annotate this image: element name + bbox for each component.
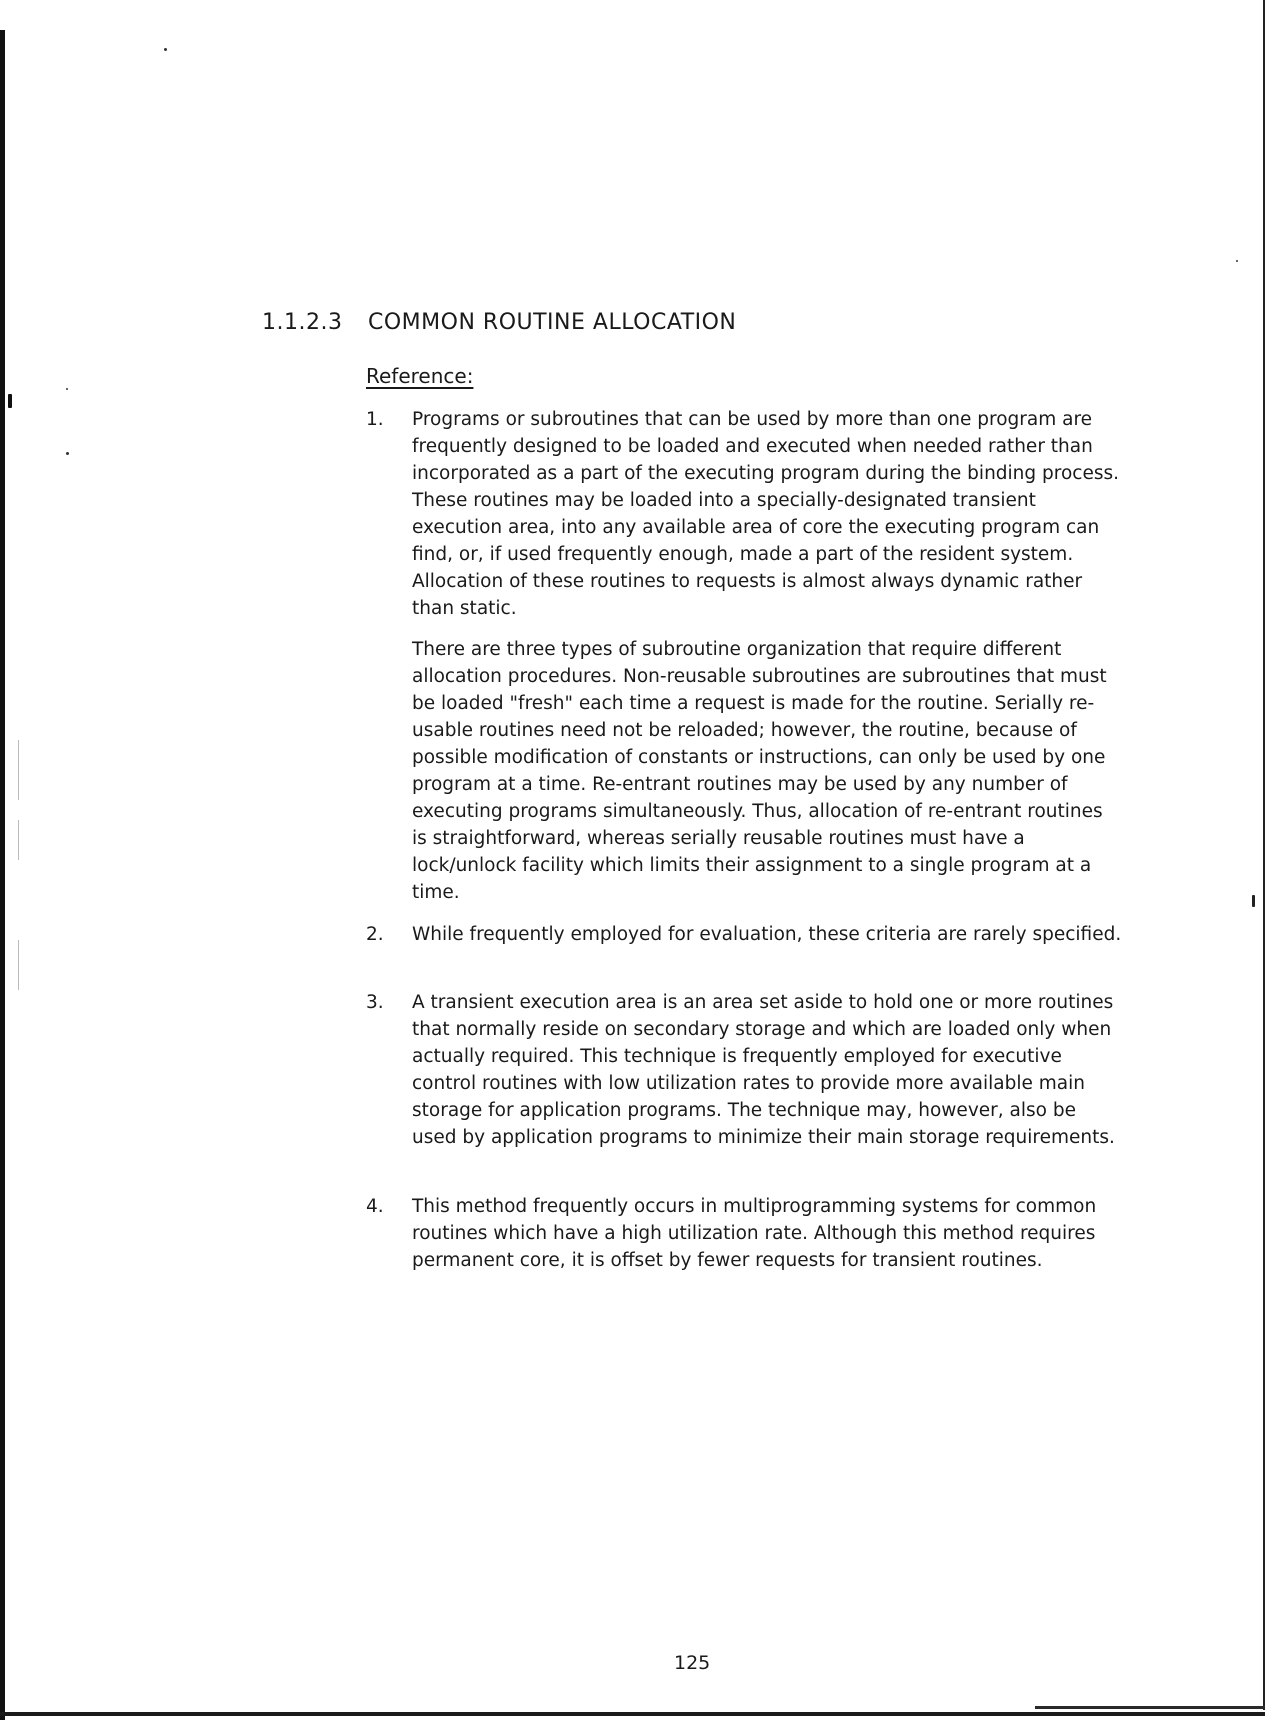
item-paragraph: While frequently employed for evaluation, these criteria are rarely specified. <box>412 924 1122 945</box>
page-number: 125 <box>674 1652 711 1674</box>
item-body <box>412 989 1122 1151</box>
scan-edge-right <box>1263 0 1265 1710</box>
reference-label: Reference: <box>366 364 474 388</box>
item-marker: 3. <box>366 992 384 1013</box>
scan-edge-bottom-shadow <box>1035 1706 1265 1709</box>
scan-margin-line <box>18 740 19 800</box>
scan-speck <box>66 452 69 455</box>
item-marker: 2. <box>366 924 384 945</box>
scan-speck <box>66 388 68 390</box>
item-body <box>412 1193 1122 1274</box>
item-marker: 1. <box>366 409 384 430</box>
section-heading <box>262 310 736 335</box>
item-paragraph: This method frequently occurs in multiprogramming systems for common routines which have a high utilization rate. Although this method requires permanent core, it is offset by fewer requests for transient routines. <box>412 1196 1097 1271</box>
item-body <box>412 921 1122 948</box>
item-paragraph: Programs or subroutines that can be used by more than one program are frequently designed to be loaded and executed when needed rather than incorporated as a part of the executing program during the binding process. These routines may be loaded into a specially-designated transient execution area, into any available area of core the executing program can find, or, if used frequently enough, made a part of the resident system. Allocation of these routines to requests is almost always dynamic rather than static. <box>412 409 1119 619</box>
item-paragraph: There are three types of subroutine organization that require different allocation procedures. Non-reusable subroutines are subroutines that must be loaded "fresh" each time a request is made for the routine. Serially re-usable routines need not be reloaded; however, the routine, because of possible modification of constants or instructions, can only be used by one program at a time. Re-entrant routines may be used by any number of executing programs simultaneously. Thus, allocation of re-entrant routines is straightforward, whereas serially reusable routines must have a lock/unlock facility which limits their assignment to a single program at a time. <box>412 639 1107 903</box>
reference-item <box>366 921 1126 962</box>
item-paragraph: A transient execution area is an area set aside to hold one or more routines that normally reside on secondary storage and which are loaded only when actually required. This technique is frequently employed for executive control routines with low utilization rates to provide more available main storage for application programs. The technique may, however, also be used by application programs to minimize their main storage requirements. <box>412 992 1115 1148</box>
section-title: COMMON ROUTINE ALLOCATION <box>368 310 737 335</box>
scan-edge-bottom <box>0 1712 1265 1716</box>
scan-edge-left <box>0 30 5 1720</box>
item-marker: 4. <box>366 1196 384 1217</box>
scan-mark <box>8 394 12 408</box>
section-number: 1.1.2.3 <box>262 310 343 335</box>
scan-speck <box>164 48 167 51</box>
reference-item <box>366 406 1126 920</box>
scan-mark <box>1252 895 1255 907</box>
scan-speck <box>1236 260 1238 262</box>
scan-margin-line <box>18 820 19 860</box>
item-body <box>412 406 1122 906</box>
reference-item <box>366 989 1126 1165</box>
reference-item <box>366 1193 1126 1288</box>
scan-margin-line <box>18 940 19 990</box>
